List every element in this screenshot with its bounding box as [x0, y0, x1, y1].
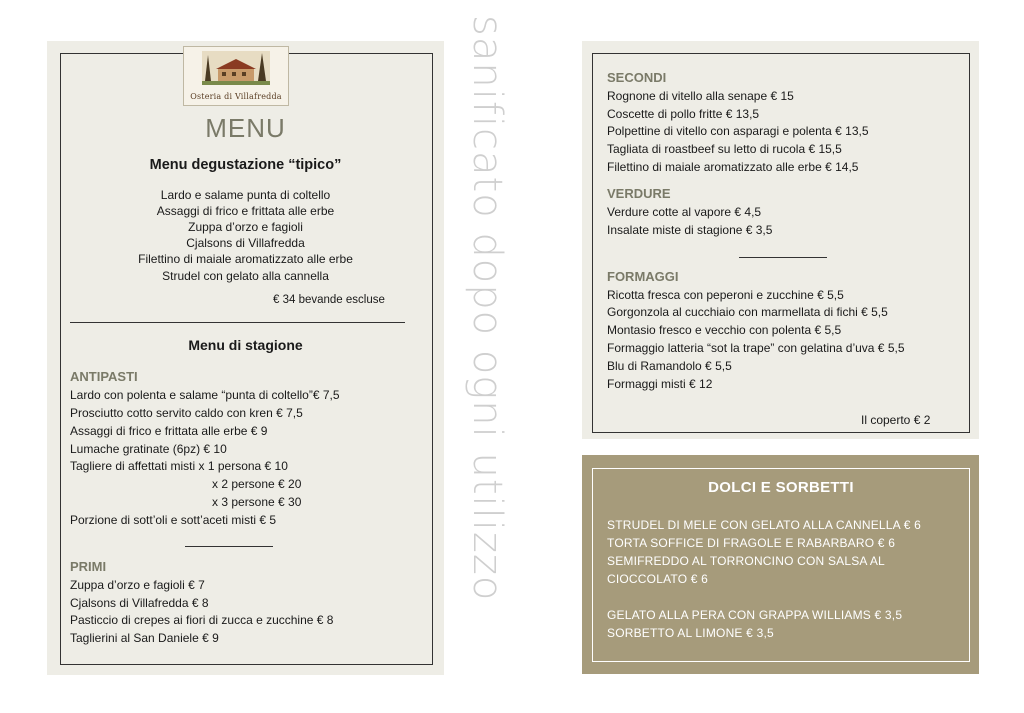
degustazione-item: Lardo e salame punta di coltello — [160, 188, 331, 202]
formaggi-item: Gorgonzola al cucchiaio con marmellata di fichi € 5,5 — [607, 305, 888, 319]
primi-item: Cjalsons di Villafredda € 8 — [70, 596, 209, 610]
degustazione-item: Filettino di maiale aromatizzato alle erbe — [138, 252, 353, 266]
sanitized-watermark: sanificato dopo ogni utilizzo — [464, 15, 510, 602]
primi-item: Zuppa d’orzo e fagioli € 7 — [70, 578, 205, 592]
secondi-label: SECONDI — [607, 70, 667, 85]
secondi-item: Filettino di maiale aromatizzato alle erbe € 14,5 — [607, 160, 859, 174]
primi-divider — [185, 546, 273, 547]
formaggi-item: Formaggi misti € 12 — [607, 377, 713, 391]
dolci-item: GELATO ALLA PERA CON GRAPPA WILLIAMS € 3,5 — [607, 608, 903, 622]
secondi-item: Rognone di vitello alla senape € 15 — [607, 89, 794, 103]
antipasti-item: x 2 persone € 20 — [212, 477, 302, 491]
dolci-item: CIOCCOLATO € 6 — [607, 572, 709, 586]
menu-title: MENU — [205, 113, 286, 143]
section-divider — [70, 322, 405, 323]
primi-item: Pasticcio di crepes ai fiori di zucca e zucchine € 8 — [70, 613, 334, 627]
coperto-price: Il coperto € 2 — [861, 413, 931, 427]
degustazione-item: Cjalsons di Villafredda — [186, 236, 305, 250]
dolci-item: TORTA SOFFICE DI FRAGOLE E RABARBARO € 6 — [607, 536, 896, 550]
formaggi-item: Blu di Ramandolo € 5,5 — [607, 359, 732, 373]
logo-text: Osteria di Villafredda — [190, 92, 282, 101]
antipasti-item: Prosciutto cotto servito caldo con kren € 7,5 — [70, 406, 303, 420]
secondi-item: Coscette di pollo fritte € 13,5 — [607, 107, 760, 121]
formaggi-label: FORMAGGI — [607, 269, 679, 284]
left-menu-frame — [60, 53, 433, 665]
verdure-item: Verdure cotte al vapore € 4,5 — [607, 205, 762, 219]
antipasti-item: Porzione di sott’oli e sott’aceti misti € 5 — [70, 513, 277, 527]
antipasti-label: ANTIPASTI — [70, 369, 138, 384]
degustazione-heading: Menu degustazione “tipico” — [149, 157, 342, 173]
farmhouse-icon — [202, 51, 270, 85]
antipasti-item: Lardo con polenta e salame “punta di coltello”€ 7,5 — [70, 388, 340, 402]
degustazione-item: Zuppa d’orzo e fagioli — [188, 220, 303, 234]
degustazione-item: Strudel con gelato alla cannella — [162, 269, 329, 283]
dolci-title: DOLCI E SORBETTI — [708, 479, 854, 496]
antipasti-item: x 3 persone € 30 — [212, 495, 302, 509]
formaggi-item: Formaggio latteria “sot la trape” con gelatina d’uva € 5,5 — [607, 341, 905, 355]
primi-item: Taglierini al San Daniele € 9 — [70, 631, 219, 645]
antipasti-item: Tagliere di affettati misti x 1 persona € 10 — [70, 459, 288, 473]
secondi-item: Tagliata di roastbeef su letto di rucola € 15,5 — [607, 142, 842, 156]
formaggi-item: Montasio fresco e vecchio con polenta € 5,5 — [607, 323, 842, 337]
primi-label: PRIMI — [70, 559, 107, 574]
dolci-item: SEMIFREDDO AL TORRONCINO CON SALSA AL — [607, 554, 885, 568]
dolci-item: STRUDEL DI MELE CON GELATO ALLA CANNELLA € 6 — [607, 518, 922, 532]
degustazione-item: Assaggi di frico e frittata alle erbe — [156, 204, 335, 218]
antipasti-item: Lumache gratinate (6pz) € 10 — [70, 442, 227, 456]
verdure-item: Insalate miste di stagione € 3,5 — [607, 223, 773, 237]
formaggi-divider — [739, 257, 827, 258]
antipasti-item: Assaggi di frico e frittata alle erbe € 9 — [70, 424, 268, 438]
dolci-item: SORBETTO AL LIMONE € 3,5 — [607, 626, 774, 640]
verdure-label: VERDURE — [607, 186, 671, 201]
degustazione-price: € 34 bevande escluse — [273, 294, 385, 306]
osteria-logo — [183, 46, 289, 106]
secondi-item: Polpettine di vitello con asparagi e polenta € 13,5 — [607, 124, 869, 138]
formaggi-item: Ricotta fresca con peperoni e zucchine € 5,5 — [607, 288, 844, 302]
stagione-heading: Menu di stagione — [188, 337, 303, 353]
